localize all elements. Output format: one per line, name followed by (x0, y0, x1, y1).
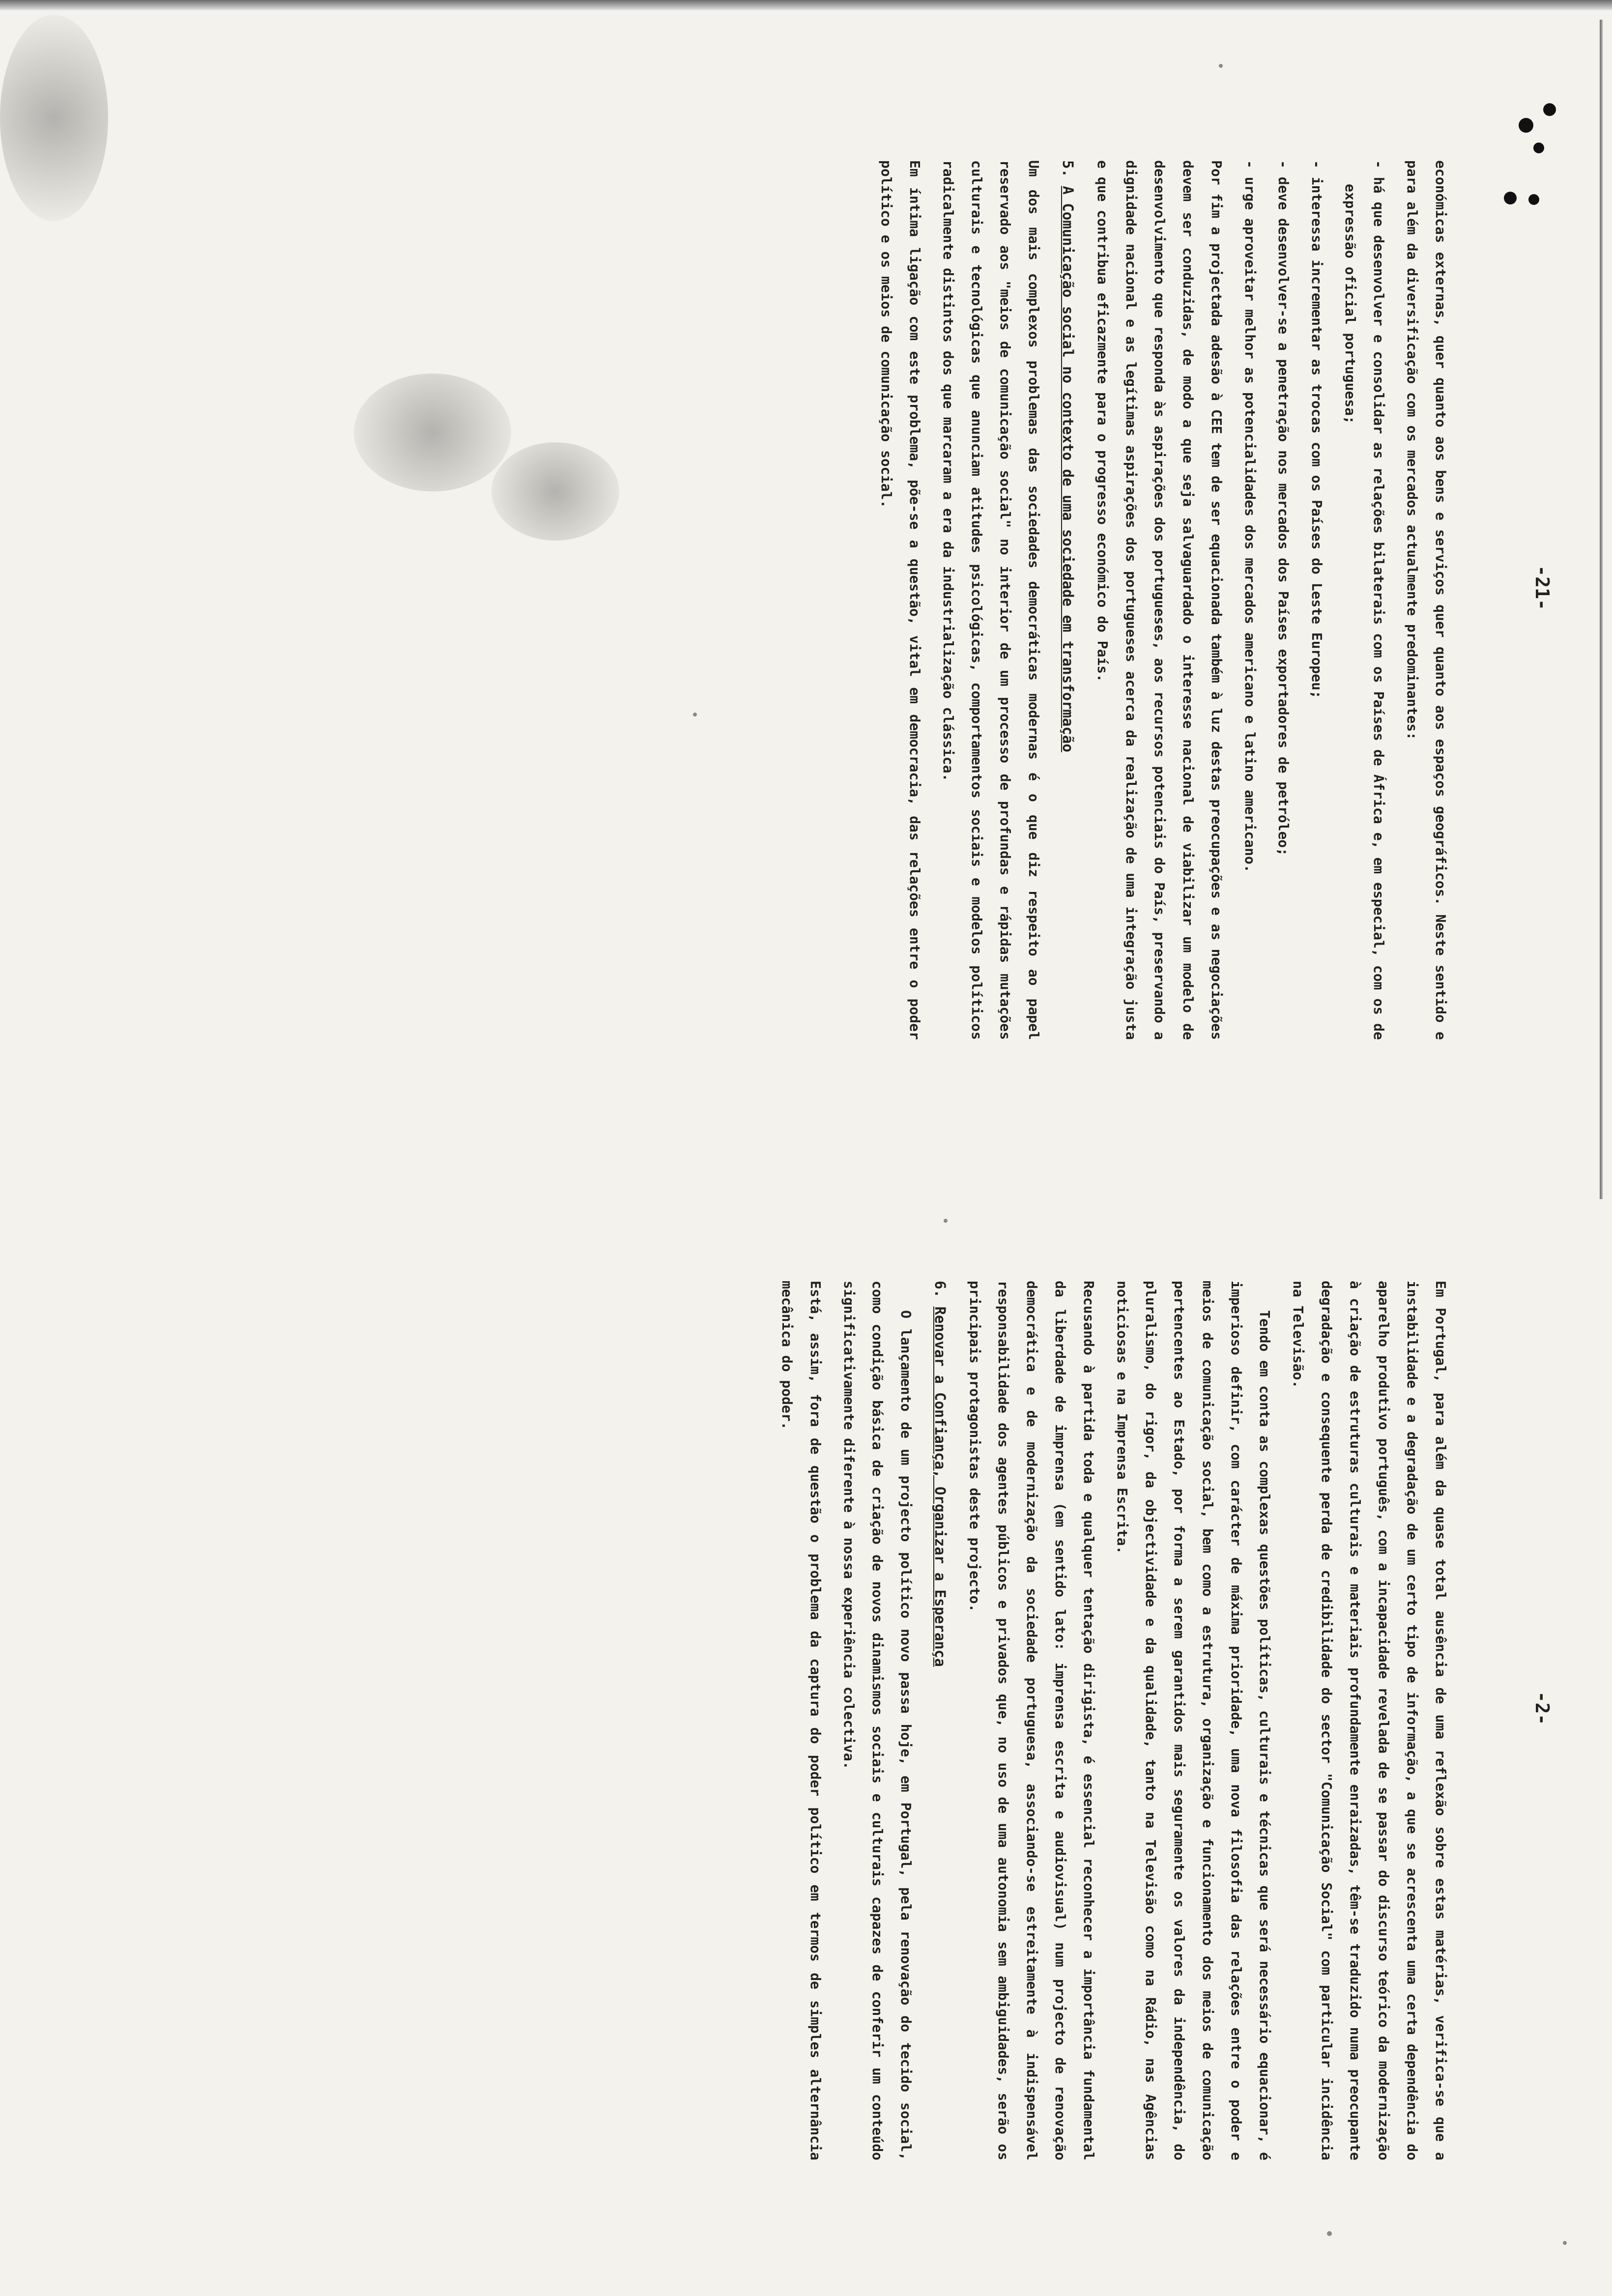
bullet-item: - urge aproveitar melhor as potencialidades dos mercados americano e latino americano. (1242, 160, 1258, 873)
section-heading-6 (926, 1281, 954, 2160)
paragraph: Em íntima ligação com este problema, põe-se a questão, vital em democracia, das relações entre o poder político e os meios de comunicação social. (878, 160, 923, 1040)
page-22-body (768, 1281, 1455, 2160)
paragraph: Tendo em conta as complexas questões políticas, culturais e técnicas que será necessário equacionar, é imperioso definir, com carácter de máxima prioridade, uma nova filosofia das relações entre o poder e meios de comunicação social, bem como a estrutura, organização e funcionamento dos meios de comunicação pertencentes ao Estado, por forma a serem garantidos mais seguramente os valores da independência, do pluralismo, do rigor, da objectividade e da qualidade, tanto na Televisão como na Rádio, nas Agências noticiosas e na Imprensa Escrita. (1114, 1281, 1273, 2160)
page-21-body (867, 160, 1455, 1040)
bullet-item: - há que desenvolver e consolidar as relações bilaterais com os Países de África e, em especial, com os de expressão oficial portuguesa; (1342, 160, 1387, 1040)
bullet-item: - interessa incrementar as trocas com os Países do Leste Europeu; (1309, 160, 1325, 699)
scan-top-edge (0, 0, 1612, 11)
paragraph: Está, assim, fora de questão o problema da captura do poder político em termos de simples alternância mecânica do poder. (779, 1281, 824, 2160)
page-number: -21- (1531, 565, 1553, 610)
section-number: 5. (1060, 160, 1076, 177)
section-heading-5 (1054, 160, 1082, 1040)
paragraph: Em Portugal, para além da quase total ausência de uma reflexão sobre estas matérias, verifica-se que a instabilidade e a degradação de um certo tipo de informação, a que se acrescenta uma certa dependência do aparelho produtivo português, com a incapacidade revelada de se passar do discurso teórico da modernização à criação de estruturas culturais e materiais profundamente enraizadas, têm-se traduzido numa preocupante degradação e consequente perda de credibilidade do sector "Comunicação Social" com particular incidência na Televisão. (1290, 1281, 1449, 2160)
bullet-item: - deve desenvolver-se a penetração nos mercados dos Países exportadores de petróleo; (1275, 160, 1292, 857)
paragraph: Um dos mais complexos problemas das sociedades democráticas modernas é o que diz respeito ao papel reservado aos "meios de comunicação social" no interior de um processo de profundas e rápidas mutações culturais e tecnológicas que anunciam atitudes psicológicas, comportamentos sociais e modelos políticos radicalmente distintos dos que marcaram a era da industrialização clássica. (940, 160, 1042, 1040)
paragraph: Por fim a projectada adesão à CEE tem de ser equacionada também à luz destas preocupações e as negociações devem ser conduzidas, de modo a que seja salvaguardado o interesse nacional de viabilizar um modelo de desenvolvimento que responda às aspirações dos portugueses, aos recursos potenciais do País, preservando a dignidade nacional e as legítimas aspirações dos portugueses acerca da realização de uma integração justa e que contribua eficazmente para o progresso económico do País. (1094, 160, 1225, 1040)
page-22 (10, 1148, 1602, 2268)
section-title: A Comunicação social no contexto de uma sociedade em transformação (1060, 186, 1076, 752)
page-number: -2- (1531, 1691, 1553, 1725)
paragraph: Recusando à partida toda e qualquer tentação dirigista, é essencial reconhecer a importância fundamental da liberdade de imprensa (em sentido lato: imprensa escrita e audiovisual) num projecto de renovação democrática e de modernização da sociedade portuguesa, associando-se estreitamente à indispensável responsabilidade dos agentes públicos e privados que, no uso de uma autonomia sem ambiguidades, serão os principais protagonistas deste projecto. (967, 1281, 1097, 2160)
paragraph: O lançamento de um projecto político novo passa hoje, em Portugal, pela renovação do tecido social, como condição básica de criação de novos dinamismos sociais e culturais capazes de conferir um conteúdo significativamente diferente à nossa experiência colectiva. (841, 1281, 914, 2160)
section-number: 6. (932, 1281, 949, 1298)
paragraph: económicas externas, quer quanto aos bens e serviços quer quanto aos espaços geográficos. Neste sentido e para além da diversificação com os mercados actualmente predominantes: (1404, 160, 1449, 1040)
section-title: Renovar a Confiança, Organizar a Esperança (932, 1306, 949, 1667)
rotated-spread (10, 28, 1602, 2268)
page-21 (10, 28, 1602, 1148)
